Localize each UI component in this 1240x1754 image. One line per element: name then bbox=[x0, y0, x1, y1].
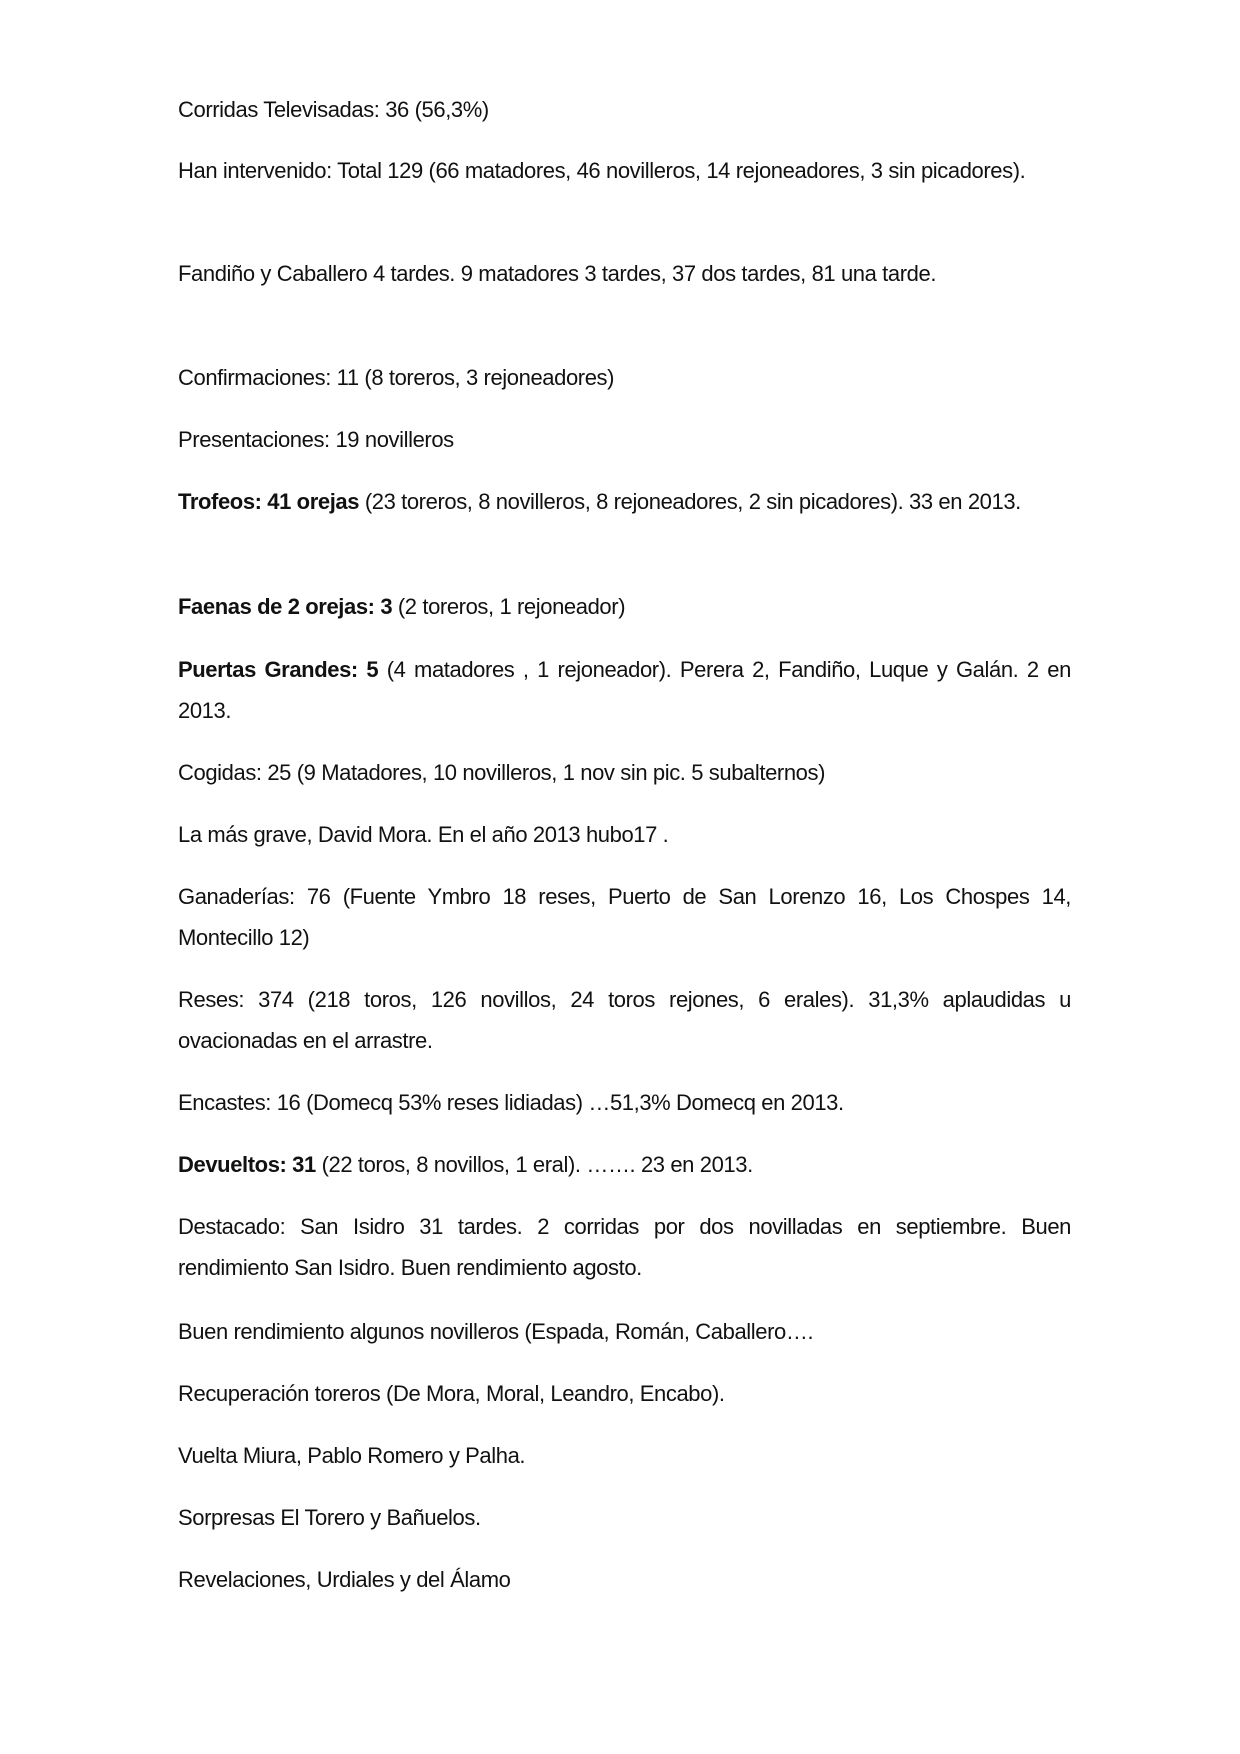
paragraph bbox=[178, 1311, 1071, 1352]
paragraph-text: Cogidas: 25 (9 Matadores, 10 novilleros, 1 nov sin pic. 5 subalternos) bbox=[178, 760, 826, 785]
paragraph-text: Fandiño y Caballero 4 tardes. 9 matadores 3 tardes, 37 dos tardes, 81 una tarde. bbox=[178, 261, 937, 286]
paragraph-text: Sorpresas El Torero y Bañuelos. bbox=[178, 1505, 481, 1530]
paragraph-text: Han intervenido: Total 129 (66 matadores, 46 novilleros, 14 rejoneadores, 3 sin picadores). bbox=[178, 158, 1026, 183]
paragraph-text: (22 toros, 8 novillos, 1 eral). ……. 23 en 2013. bbox=[315, 1152, 753, 1177]
paragraph-text: Buen rendimiento algunos novilleros (Espada, Román, Caballero…. bbox=[178, 1319, 814, 1344]
paragraph bbox=[178, 1559, 1071, 1600]
paragraph-text: (2 toreros, 1 rejoneador) bbox=[392, 594, 626, 619]
paragraph bbox=[178, 1435, 1071, 1476]
paragraph bbox=[178, 814, 1071, 855]
paragraph bbox=[178, 1082, 1071, 1123]
paragraph bbox=[178, 649, 1071, 731]
paragraph-text: Revelaciones, Urdiales y del Álamo bbox=[178, 1567, 511, 1592]
paragraph bbox=[178, 89, 1071, 130]
paragraph-text: Reses: 374 (218 toros, 126 novillos, 24 toros rejones, 6 erales). 31,3% aplaudidas u ovacionadas en el arrastre. bbox=[178, 987, 1071, 1053]
bold-lead: Puertas Grandes: 5 bbox=[178, 657, 379, 682]
paragraph bbox=[178, 586, 1071, 627]
bold-lead: Trofeos: 41 orejas bbox=[178, 489, 360, 514]
paragraph bbox=[178, 150, 1071, 191]
paragraph bbox=[178, 1373, 1071, 1414]
paragraph bbox=[178, 1206, 1071, 1288]
paragraph-text: La más grave, David Mora. En el año 2013 hubo17 . bbox=[178, 822, 669, 847]
paragraph bbox=[178, 979, 1071, 1061]
paragraph-text: Encastes: 16 (Domecq 53% reses lidiadas) …51,3% Domecq en 2013. bbox=[178, 1090, 844, 1115]
paragraph-text: Ganaderías: 76 (Fuente Ymbro 18 reses, Puerto de San Lorenzo 16, Los Chospes 14, Montecillo 12) bbox=[178, 884, 1071, 950]
bold-lead: Faenas de 2 orejas: 3 bbox=[178, 594, 393, 619]
paragraph-text: Confirmaciones: 11 (8 toreros, 3 rejoneadores) bbox=[178, 365, 615, 390]
paragraph bbox=[178, 1497, 1071, 1538]
paragraph-text: (23 toreros, 8 novilleros, 8 rejoneadores, 2 sin picadores). 33 en 2013. bbox=[359, 489, 1021, 514]
paragraph-text: Vuelta Miura, Pablo Romero y Palha. bbox=[178, 1443, 526, 1468]
paragraph bbox=[178, 357, 1071, 398]
paragraph bbox=[178, 419, 1071, 460]
paragraph bbox=[178, 481, 1071, 522]
paragraph-text: Recuperación toreros (De Mora, Moral, Leandro, Encabo). bbox=[178, 1381, 725, 1406]
paragraph-text: Corridas Televisadas: 36 (56,3%) bbox=[178, 97, 489, 122]
paragraph bbox=[178, 752, 1071, 793]
paragraph bbox=[178, 876, 1071, 958]
paragraph-text: Presentaciones: 19 novilleros bbox=[178, 427, 454, 452]
paragraph bbox=[178, 1144, 1071, 1185]
paragraph-text: (4 matadores , 1 rejoneador). Perera 2, Fandiño, Luque y Galán. 2 en 2013. bbox=[178, 657, 1071, 723]
bold-lead: Devueltos: 31 bbox=[178, 1152, 316, 1177]
paragraph-text: Destacado: San Isidro 31 tardes. 2 corridas por dos novilladas en septiembre. Buen rendimiento San Isidro. Buen rendimiento agosto. bbox=[178, 1214, 1071, 1280]
paragraph bbox=[178, 253, 1071, 294]
